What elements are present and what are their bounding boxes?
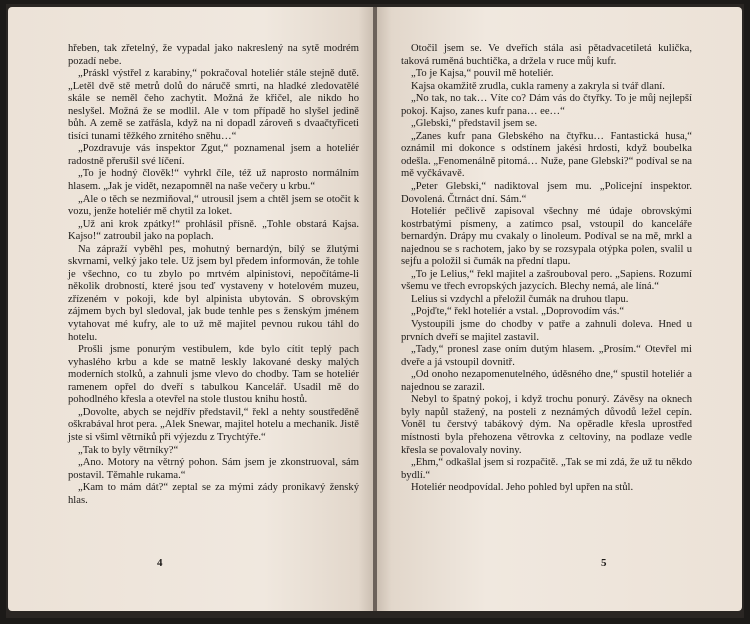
paragraph: Vystoupili jsme do chodby v patře a zahnuli doleva. Hned u prvních dveří se majitel zastavil. (401, 319, 692, 343)
paragraph: „Ano. Motory na větrný pohon. Sám jsem je zkonstruoval, sám postavil. Těmahle rukama.“ (68, 457, 359, 481)
left-page (8, 7, 373, 611)
paragraph: „Od onoho nezapomenutelného, úděsného dne,“ spustil hoteliér a najednou se zarazil. (401, 369, 692, 393)
right-page (377, 7, 742, 611)
paragraph: „Už ani krok zpátky!“ prohlásil přísně. „Tohle obstará Kajsa. Kajso!“ zatroubil jako na poplach. (68, 218, 359, 243)
paragraph: hřeben, tak zřetelný, že vypadal jako nakreslený na sytě modrém pozadí nebe. (68, 43, 359, 67)
paragraph: „Ale o těch se nezmiňoval,“ utrousil jsem a chtěl jsem se otočit k vozu, jenže hoteliér mě chytil za loket. (68, 193, 359, 218)
left-page-text (68, 43, 359, 507)
paragraph: „Tady,“ pronesl zase oním dutým hlasem. „Prosím.“ Otevřel mi dveře a já vstoupil dovnitř. (401, 344, 692, 368)
paragraph: Na zápraží vyběhl pes, mohutný bernardýn, bílý se žlutými skvrnami, velký jako tele. Už jsem byl předem informován, že tohle je všechno, co tu zbylo po mrtvém alpinistovi, nepočítáme-li několik drobností, které jsou teď vystaveny v hotelovém muzeu, zřízeném v pokoji, kde byl alpinista ubytován. S obrovským zájmem bych byl sledoval, jak bude tenhle pes s ženským jménem vytahovat mé kufry, ale to už mě majitel pevnou rukou táhl do hotelu. (68, 243, 359, 343)
paragraph: „To je Lelius,“ řekl majitel a zašrouboval pero. „Sapiens. Rozumí všemu ve třech evropských jazycích. Blechy nemá, ale líná.“ (401, 268, 692, 293)
paragraph: „Tak to byly větrníky?“ (78, 444, 179, 456)
paragraph: „Glebski,“ představil jsem se. (411, 118, 538, 130)
paragraph: Hoteliér pečlivě zapisoval všechny mé údaje obrovskými kostrbatými písmeny, a zatímco psal, vstoupil do kanceláře bernardýn. Drápy mu cvakaly o linoleum. Podíval se na mě, mrkl a najednou se s rachotem, jako by se rozsypala otýpka polen, svalil u sejfu a položil si čumák na přední tlapu. (401, 206, 692, 268)
paragraph: „To je Kajsa,“ pouvil mě hoteliér. (411, 68, 554, 80)
paragraph: Otočil jsem se. Ve dveřích stála asi pětadvacetiletá kulička, taková ruměná buchtička, a držela v ruce můj kufr. (401, 43, 692, 67)
paragraph: Prošli jsme ponurým vestibulem, kde bylo cítit teplý pach vyhaslého krbu a kde se matně leskly lakované desky malých moderních stolků, a zahnuli jsme vlevo do chodby. Tam se hoteliér ramenem opřel do dveří s tabulkou Kancelář. Usadil mě do pohodlného křesla a otevřel na stole tlustou knihu hostů. (68, 344, 359, 406)
right-page-text (401, 43, 692, 495)
paragraph: „To je hodný člověk!“ vyhrkl číle, též už naprosto normálním hlasem. „Jak je vidět, nezapomněl na naše večery u krbu.“ (68, 168, 359, 193)
paragraph: „No tak, no tak… Víte co? Dám vás do čtyřky. To je můj nejlepší pokoj. Kajso, zanes kufr pana… ee…“ (401, 93, 692, 117)
paragraph: „Peter Glebski,“ nadiktoval jsem mu. „Policejní inspektor. Dovolená. Čtrnáct dní. Sám.“ (401, 181, 692, 205)
paragraph: Hoteliér neodpovídal. Jeho pohled byl upřen na stůl. (411, 482, 634, 494)
paragraph: „Dovolte, abych se nejdřív představil,“ řekl a nehty soustředěně oškrabával hrot pera. „Alek Snewar, majitel hotelu a mechanik. Jistě jste si všiml větrníků při výjezdu z Trychtýře.“ (68, 406, 359, 443)
book-spread (6, 4, 744, 618)
paragraph: „Zanes kufr pana Glebského na čtyřku… Fantastická husa,“ oznámil mi dokonce s odstínem jakési hrdosti, když boubelka odešla. „Fenomenálně pitomá… Nuže, pane Glebski?“ podíval se na mě vyčkávavě. (401, 130, 692, 180)
page-number: 5 (601, 557, 607, 569)
page-number: 4 (157, 557, 163, 569)
paragraph: Nebyl to špatný pokoj, i když trochu ponurý. Závěsy na oknech byly napůl stažený, na posteli z neznámých důvodů ležel cepín. Voněl tu čerstvý tabákový dým. Na opěradle křesla uprostřed místnosti byla přehozena větrovka z celtoviny, na podlaze vedle křesla se povalovaly noviny. (401, 394, 692, 456)
paragraph: „Kam to mám dát?“ zeptal se za mými zády pronikavý ženský hlas. (68, 482, 359, 506)
paragraph: Kajsa okamžitě zrudla, cukla rameny a zakryla si tvář dlaní. (411, 80, 665, 92)
paragraph: „Pojďte,“ řekl hoteliér a vstal. „Doprovodím vás.“ (411, 306, 625, 318)
paragraph: „Pozdravuje vás inspektor Zgut,“ poznamenal jsem a hoteliér radostně přerušil své líčení. (68, 143, 359, 167)
paragraph: „Práskl výstřel z karabiny,“ pokračoval hoteliér stále stejně dutě. „Letěl dvě stě metrů dolů do náručě smrti, na hladké zledovatělé skále se neměl čeho zachytit. Možná že křičel, ale nikdo ho neslyšel. Možná že se modlil. Ale v tom případě ho slyšel jedině bůh. A země se zatřásla, když na ni dopadl zároveň s dvaačtyřiceti tisíci tunami těžkého zrnitého sněhu…“ (68, 68, 359, 142)
paragraph: Lelius si vzdychl a přeložil čumák na druhou tlapu. (411, 293, 629, 305)
paragraph: „Ehm,“ odkašlal jsem si rozpačitě. „Tak se mi zdá, že už tu někdo bydlí.“ (401, 457, 692, 481)
